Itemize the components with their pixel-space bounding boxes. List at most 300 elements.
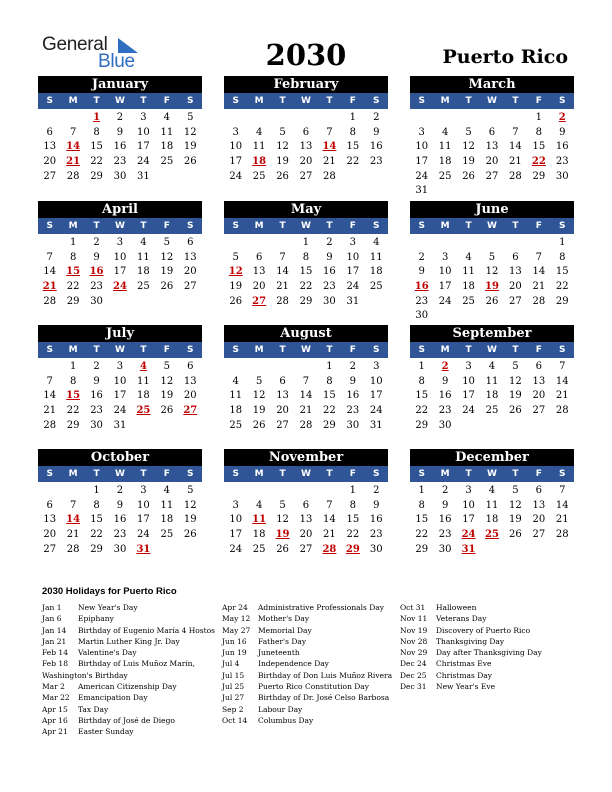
empty-cell <box>247 111 270 126</box>
weekday-label: T <box>512 221 519 231</box>
day-cell: 13 <box>183 251 197 263</box>
weekday-label: F <box>349 221 356 231</box>
day-cell: 17 <box>346 266 360 278</box>
weekday-header <box>410 466 574 482</box>
day-cell: 6 <box>512 251 519 263</box>
day-cell: 13 <box>183 375 197 387</box>
day-cell: 29 <box>66 419 80 431</box>
day-cell: 9 <box>373 126 380 138</box>
weekday-label: W <box>115 96 125 106</box>
weekday-label: T <box>465 345 472 355</box>
weekday-label: T <box>140 469 147 479</box>
day-cell: 13 <box>509 266 522 278</box>
weekday-label: T <box>512 469 519 479</box>
day-cell: 31 <box>113 419 127 431</box>
day-cell: 27 <box>299 543 313 555</box>
day-cell: 21 <box>555 390 569 402</box>
day-cell: 1 <box>69 361 77 372</box>
weekday-label: T <box>465 469 472 479</box>
day-cell: 16 <box>113 141 127 153</box>
holiday-name: Administrative Professionals Day <box>258 603 384 612</box>
day-cell: 18 <box>485 390 499 402</box>
day-cell: 6 <box>488 126 496 138</box>
empty-cell <box>318 111 341 126</box>
weekday-label: M <box>254 345 264 355</box>
empty-cell <box>271 236 294 251</box>
holiday-day: 27 <box>183 405 198 417</box>
day-cell: 24 <box>462 405 475 417</box>
holiday-date: Nov 19 <box>400 625 428 635</box>
day-cell: 18 <box>485 514 499 526</box>
day-cell: 9 <box>116 126 124 138</box>
empty-cell <box>61 484 84 499</box>
day-cell: 30 <box>90 419 103 431</box>
day-grid <box>224 111 388 184</box>
day-cell: 25 <box>160 529 174 541</box>
day-cell: 15 <box>323 390 336 402</box>
day-cell: 23 <box>323 281 336 293</box>
holiday-entry <box>222 715 392 726</box>
month-name: January <box>38 76 202 93</box>
weekday-label: S <box>46 96 53 106</box>
day-cell: 4 <box>488 361 496 372</box>
holiday-date: Jan 1 <box>42 603 62 612</box>
weekday-label: T <box>512 96 519 106</box>
day-cell: 5 <box>232 251 239 263</box>
month-january <box>38 76 202 184</box>
day-grid <box>410 236 574 324</box>
empty-cell <box>61 111 84 126</box>
holiday-day: 29 <box>345 543 360 555</box>
weekday-label: F <box>163 345 170 355</box>
day-cell: 4 <box>163 485 171 496</box>
day-cell: 5 <box>488 251 496 263</box>
day-cell: 19 <box>183 514 197 526</box>
day-cell: 10 <box>229 141 243 153</box>
holiday-entry <box>400 658 542 669</box>
day-cell: 26 <box>485 295 499 307</box>
day-grid <box>38 111 202 184</box>
day-cell: 14 <box>43 390 57 402</box>
weekday-label: T <box>326 469 333 479</box>
holiday-day: 11 <box>252 514 267 526</box>
month-name: November <box>224 449 388 466</box>
holiday-entry <box>400 670 542 681</box>
day-cell: 14 <box>555 499 569 511</box>
day-cell: 12 <box>509 499 522 511</box>
holiday-date: Mar 22 <box>42 693 70 703</box>
day-cell: 11 <box>160 126 174 138</box>
empty-cell <box>504 111 527 126</box>
day-cell: 26 <box>252 419 266 431</box>
day-cell: 20 <box>252 281 266 293</box>
weekday-label: S <box>187 345 194 355</box>
day-cell: 23 <box>113 529 127 541</box>
day-cell: 10 <box>438 266 452 278</box>
empty-cell <box>224 484 247 499</box>
day-cell: 3 <box>116 361 124 372</box>
holiday-day: 12 <box>228 266 243 278</box>
weekday-label: F <box>163 96 170 106</box>
holiday-entry <box>400 681 542 692</box>
day-cell: 10 <box>137 126 150 138</box>
holiday-name: Birthday of José de Diego <box>78 715 175 725</box>
holiday-day: 1 <box>93 112 101 123</box>
holiday-name: Martin Luther King Jr. Day <box>78 636 180 646</box>
day-cell: 1 <box>535 112 543 123</box>
day-cell: 22 <box>346 529 360 541</box>
day-cell: 6 <box>46 126 53 138</box>
day-cell: 5 <box>163 237 171 248</box>
day-cell: 13 <box>299 514 313 526</box>
day-cell: 11 <box>485 375 499 387</box>
day-cell: 25 <box>229 419 243 431</box>
weekday-label: S <box>559 96 566 106</box>
day-cell: 29 <box>90 543 103 555</box>
holiday-entry <box>222 636 392 647</box>
holiday-entry <box>42 658 215 669</box>
weekday-label: M <box>440 96 450 106</box>
day-cell: 26 <box>276 543 289 555</box>
weekday-label: F <box>349 345 356 355</box>
month-november <box>224 449 388 557</box>
day-cell: 23 <box>438 405 452 417</box>
holiday-day: 15 <box>66 266 81 278</box>
day-cell: 18 <box>137 390 150 402</box>
weekday-label: W <box>487 469 497 479</box>
day-cell: 5 <box>187 485 194 496</box>
day-cell: 17 <box>369 390 383 402</box>
day-cell: 25 <box>160 156 174 168</box>
weekday-label: T <box>93 345 100 355</box>
month-october <box>38 449 202 557</box>
weekday-label: S <box>418 469 425 479</box>
holiday-day: 25 <box>485 529 499 541</box>
day-cell: 12 <box>183 126 197 138</box>
holiday-name: Day after Thanksgiving Day <box>436 648 542 658</box>
day-cell: 30 <box>90 295 103 307</box>
day-cell: 17 <box>113 390 127 402</box>
day-cell: 25 <box>369 281 383 293</box>
day-cell: 1 <box>69 237 77 248</box>
empty-cell <box>480 236 503 251</box>
holiday-entry <box>42 692 215 703</box>
day-cell: 9 <box>326 251 333 263</box>
holiday-name: Halloween <box>436 603 477 612</box>
weekday-header <box>38 342 202 358</box>
holiday-date: Apr 15 <box>42 704 68 714</box>
empty-cell <box>38 484 61 499</box>
weekday-label: F <box>163 469 170 479</box>
day-cell: 29 <box>555 295 569 307</box>
weekday-label: S <box>559 221 566 231</box>
empty-cell <box>410 236 433 251</box>
day-cell: 24 <box>229 543 243 555</box>
weekday-label: T <box>279 96 286 106</box>
day-cell: 7 <box>69 499 77 511</box>
holiday-day: 31 <box>136 543 151 555</box>
day-cell: 12 <box>183 499 197 511</box>
month-name: March <box>410 76 574 93</box>
day-cell: 1 <box>349 112 357 123</box>
day-cell: 31 <box>346 295 360 307</box>
holiday-entry <box>42 726 215 737</box>
day-grid <box>410 360 574 433</box>
holiday-name: American Citizenship Day <box>78 682 177 692</box>
holiday-date: Nov 11 <box>400 614 428 624</box>
holiday-entry <box>42 681 215 692</box>
weekday-label: S <box>418 345 425 355</box>
day-cell: 2 <box>373 112 380 123</box>
day-cell: 13 <box>485 141 499 153</box>
day-cell: 14 <box>555 375 569 387</box>
day-cell: 15 <box>346 514 360 526</box>
holiday-name: Easter Sunday <box>78 727 134 737</box>
day-cell: 2 <box>326 237 333 248</box>
day-cell: 6 <box>279 375 286 387</box>
day-cell: 12 <box>509 375 522 387</box>
day-cell: 21 <box>299 405 313 417</box>
weekday-header <box>224 466 388 482</box>
day-cell: 8 <box>93 499 100 511</box>
weekday-label: W <box>301 221 311 231</box>
holiday-name: New Year's Eve <box>436 682 496 692</box>
day-cell: 18 <box>160 514 174 526</box>
day-cell: 28 <box>276 295 289 307</box>
day-cell: 2 <box>441 485 449 496</box>
holiday-entry <box>222 625 392 636</box>
day-cell: 21 <box>66 529 80 541</box>
day-cell: 6 <box>46 499 53 511</box>
day-cell: 2 <box>373 485 380 496</box>
holiday-day: 2 <box>558 112 566 123</box>
logo-blue-text: Blue <box>98 51 135 72</box>
day-cell: 20 <box>532 390 546 402</box>
day-cell: 3 <box>140 485 147 496</box>
day-cell: 1 <box>302 237 310 248</box>
weekday-label: W <box>487 221 497 231</box>
weekday-label: M <box>440 469 450 479</box>
day-cell: 5 <box>279 126 286 138</box>
empty-cell <box>247 484 270 499</box>
day-cell: 23 <box>113 156 127 168</box>
weekday-label: S <box>418 221 425 231</box>
day-cell: 10 <box>346 251 360 263</box>
empty-cell <box>224 111 247 126</box>
day-cell: 20 <box>43 529 57 541</box>
month-name: April <box>38 201 202 218</box>
day-cell: 5 <box>255 375 263 387</box>
day-cell: 15 <box>532 141 546 153</box>
empty-cell <box>457 236 480 251</box>
day-cell: 26 <box>509 405 522 417</box>
day-cell: 20 <box>43 156 57 168</box>
holiday-entry <box>400 625 542 636</box>
holiday-date: Oct 14 <box>222 715 248 725</box>
day-cell: 12 <box>462 141 475 153</box>
day-cell: 23 <box>438 529 452 541</box>
day-cell: 3 <box>116 237 124 248</box>
day-cell: 6 <box>535 361 543 372</box>
day-cell: 25 <box>485 405 499 417</box>
day-cell: 10 <box>369 375 383 387</box>
holiday-day: 27 <box>252 295 267 307</box>
day-cell: 19 <box>509 390 522 402</box>
day-cell: 24 <box>369 405 383 417</box>
holiday-date: Apr 16 <box>42 715 68 725</box>
day-cell: 31 <box>137 170 150 182</box>
day-cell: 17 <box>462 514 475 526</box>
holiday-date: Apr 21 <box>42 727 68 737</box>
day-cell: 8 <box>349 499 357 511</box>
day-cell: 3 <box>140 112 147 123</box>
day-cell: 13 <box>276 390 289 402</box>
day-cell: 19 <box>509 514 522 526</box>
holiday-entry <box>222 602 392 613</box>
day-cell: 7 <box>46 251 53 263</box>
weekday-label: S <box>187 221 194 231</box>
day-cell: 1 <box>349 485 357 496</box>
weekday-label: W <box>115 345 125 355</box>
day-cell: 20 <box>183 266 197 278</box>
day-cell: 2 <box>418 251 425 263</box>
day-cell: 2 <box>93 361 100 372</box>
day-cell: 5 <box>163 361 171 372</box>
day-cell: 22 <box>66 281 80 293</box>
day-cell: 23 <box>90 281 103 293</box>
day-cell: 23 <box>369 156 383 168</box>
day-cell: 10 <box>462 375 475 387</box>
day-cell: 15 <box>90 141 103 153</box>
weekday-label: W <box>115 469 125 479</box>
holiday-entry <box>400 647 542 658</box>
day-cell: 27 <box>509 295 522 307</box>
day-cell: 6 <box>187 361 194 372</box>
holiday-entry <box>400 602 542 613</box>
day-cell: 27 <box>43 170 57 182</box>
day-cell: 1 <box>418 361 425 372</box>
day-cell: 19 <box>160 390 174 402</box>
holiday-name: Emancipation Day <box>78 693 148 703</box>
day-cell: 18 <box>137 266 150 278</box>
weekday-header <box>38 466 202 482</box>
weekday-label: S <box>232 345 239 355</box>
weekday-label: M <box>440 221 450 231</box>
month-name: February <box>224 76 388 93</box>
weekday-label: M <box>68 469 78 479</box>
day-cell: 13 <box>299 141 313 153</box>
holiday-day: 24 <box>461 529 476 541</box>
day-grid <box>224 484 388 557</box>
day-cell: 22 <box>346 156 360 168</box>
day-cell: 8 <box>559 251 566 263</box>
day-grid <box>38 484 202 557</box>
weekday-label: S <box>559 345 566 355</box>
empty-cell <box>527 236 550 251</box>
day-cell: 1 <box>559 237 566 248</box>
day-cell: 17 <box>229 156 243 168</box>
day-cell: 17 <box>137 514 150 526</box>
day-cell: 14 <box>299 390 313 402</box>
day-cell: 12 <box>252 390 266 402</box>
month-february <box>224 76 388 184</box>
day-cell: 24 <box>137 156 150 168</box>
weekday-label: S <box>418 96 425 106</box>
day-cell: 26 <box>183 529 197 541</box>
month-name: May <box>224 201 388 218</box>
day-cell: 26 <box>183 156 197 168</box>
day-cell: 8 <box>418 499 425 511</box>
day-grid <box>224 236 388 309</box>
day-cell: 20 <box>299 156 313 168</box>
weekday-label: S <box>46 221 53 231</box>
day-cell: 17 <box>438 281 452 293</box>
day-cell: 21 <box>276 281 289 293</box>
day-cell: 11 <box>252 141 266 153</box>
day-cell: 30 <box>323 295 336 307</box>
day-cell: 22 <box>555 281 569 293</box>
day-cell: 10 <box>229 514 243 526</box>
day-grid <box>38 236 202 309</box>
day-cell: 8 <box>326 375 333 387</box>
day-cell: 15 <box>346 141 360 153</box>
day-cell: 16 <box>113 514 127 526</box>
day-cell: 26 <box>462 170 475 182</box>
day-cell: 17 <box>229 529 243 541</box>
day-cell: 17 <box>415 156 429 168</box>
day-cell: 29 <box>90 170 103 182</box>
empty-cell <box>38 111 61 126</box>
holiday-day: 16 <box>414 281 429 293</box>
month-name: June <box>410 201 574 218</box>
weekday-label: S <box>232 469 239 479</box>
holiday-date: Apr 24 <box>222 603 248 612</box>
day-cell: 26 <box>276 170 289 182</box>
holiday-name: Birthday of Luis Muñoz Marín, <box>78 659 195 669</box>
day-cell: 16 <box>555 141 569 153</box>
day-cell: 29 <box>415 419 429 431</box>
day-cell: 15 <box>555 266 569 278</box>
holiday-name: Birthday of Dr. José Celso Barbosa <box>258 693 390 703</box>
weekday-header <box>38 93 202 109</box>
day-cell: 11 <box>137 375 150 387</box>
holiday-day: 4 <box>139 361 147 372</box>
country-title: Puerto Rico <box>442 46 568 68</box>
day-cell: 22 <box>90 156 103 168</box>
holiday-entry <box>42 613 215 624</box>
weekday-label: T <box>279 469 286 479</box>
holidays-column-1 <box>42 602 215 738</box>
day-cell: 23 <box>90 405 103 417</box>
empty-cell <box>480 111 503 126</box>
day-cell: 14 <box>532 266 546 278</box>
holiday-day: 25 <box>136 405 151 417</box>
day-cell: 19 <box>276 156 289 168</box>
day-cell: 1 <box>93 485 100 496</box>
day-cell: 12 <box>485 266 499 278</box>
month-september <box>410 325 574 433</box>
month-december <box>410 449 574 557</box>
weekday-label: M <box>68 221 78 231</box>
holiday-day: 21 <box>42 281 57 293</box>
day-cell: 22 <box>415 529 429 541</box>
day-cell: 6 <box>535 485 543 496</box>
day-cell: 25 <box>252 170 266 182</box>
day-cell: 11 <box>438 141 452 153</box>
day-cell: 7 <box>302 375 310 387</box>
day-cell: 3 <box>465 361 472 372</box>
day-cell: 5 <box>279 499 286 511</box>
